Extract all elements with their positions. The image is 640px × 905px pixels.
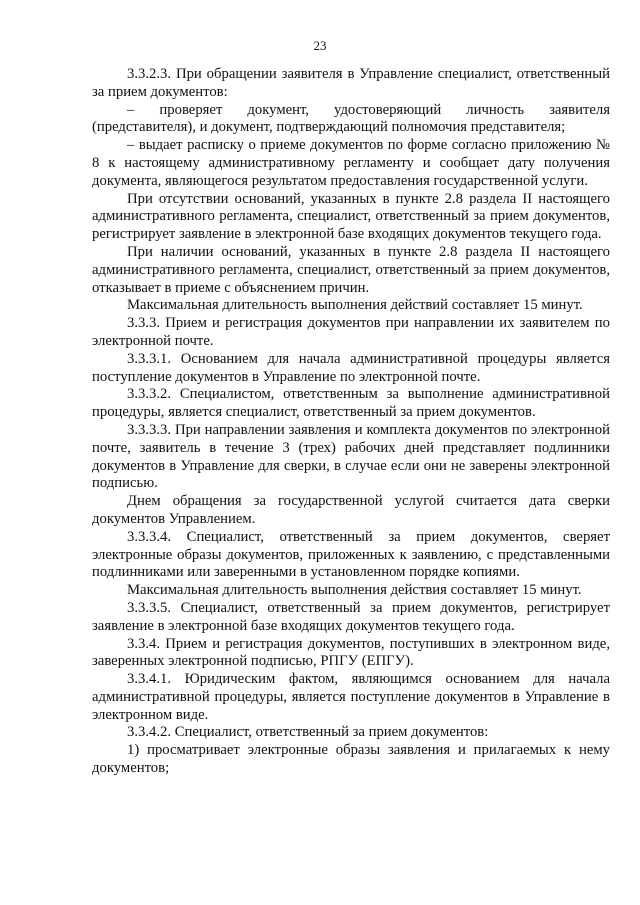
paragraph: При наличии оснований, указанных в пункте 2.8 раздела II настоящего административного регламента, специалист, ответственный за прием документов, отказывает в приеме с объяснением причин. bbox=[92, 243, 610, 296]
paragraph: 3.3.4.1. Юридическим фактом, являющимся основанием для начала административной процедуры, является поступление документов в Управление в электронном виде. bbox=[92, 671, 610, 723]
paragraph: 3.3.3.3. При направлении заявления и комплекта документов по электронной почте, заявитель в течение 3 (трех) рабочих дней представляет подлинники документов в Управление для сверки, в случае если они не заверены электронной подписью. bbox=[92, 421, 610, 492]
paragraph: 3.3.3.4. Специалист, ответственный за прием документов, сверяет электронные образы документов, приложенных к заявлению, с представленными подлинниками или заверенными в установленном порядке копиями. bbox=[92, 528, 610, 581]
paragraph: При отсутствии оснований, указанных в пункте 2.8 раздела II настоящего административного регламента, специалист, ответственный за прием документов, регистрирует заявление в электронной базе входящих документов текущего года. bbox=[92, 190, 610, 243]
paragraph: 3.3.4.2. Специалист, ответственный за прием документов: bbox=[127, 724, 489, 741]
document-body bbox=[92, 66, 610, 778]
paragraph: – выдает расписку о приеме документов по форме согласно приложению № 8 к настоящему административному регламенту и сообщает дату получения документа, являющегося результатом предоставления государственной услуги. bbox=[92, 137, 610, 189]
paragraph: – проверяет документ, удостоверяющий личность заявителя (представителя), и документ, подтверждающий полномочия представителя; bbox=[92, 101, 610, 136]
paragraph: 1) просматривает электронные образы заявления и прилагаемых к нему документов; bbox=[92, 742, 610, 777]
paragraph: 3.3.3.2. Специалистом, ответственным за выполнение административной процедуры, является специалист, ответственный за прием документов. bbox=[92, 386, 610, 421]
page-number: 23 bbox=[313, 38, 327, 53]
paragraph: 3.3.3. Прием и регистрация документов при направлении их заявителем по электронной почте. bbox=[92, 315, 610, 349]
paragraph: 3.3.4. Прием и регистрация документов, поступивших в электронном виде, заверенных электронной подписью, РПГУ (ЕПГУ). bbox=[92, 635, 610, 670]
paragraph: Максимальная длительность выполнения действий составляет 15 минут. bbox=[127, 297, 583, 314]
paragraph: 3.3.3.1. Основанием для начала административной процедуры является поступление документов в Управление по электронной почте. bbox=[92, 350, 610, 385]
paragraph: Днем обращения за государственной услугой считается дата сверки документов Управлением. bbox=[92, 493, 610, 527]
paragraph: 3.3.3.5. Специалист, ответственный за прием документов, регистрирует заявление в электронной базе входящих документов текущего года. bbox=[92, 599, 610, 634]
paragraph: 3.3.2.3. При обращении заявителя в Управление специалист, ответственный за прием документов: bbox=[92, 66, 610, 100]
paragraph: Максимальная длительность выполнения действия составляет 15 минут. bbox=[127, 582, 582, 599]
